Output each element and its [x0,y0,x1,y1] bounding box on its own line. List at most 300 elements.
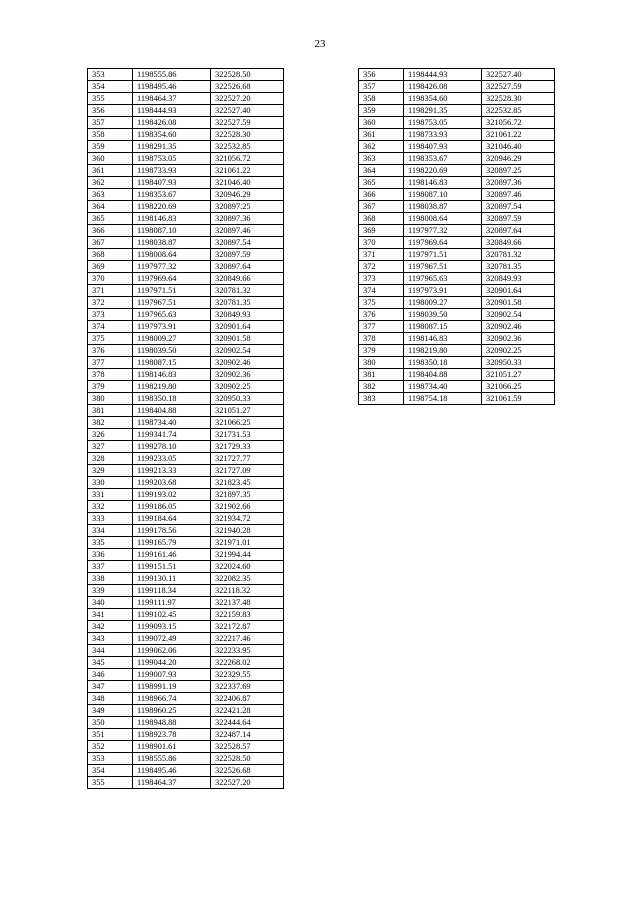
point-number-cell: 372 [359,261,404,273]
table-row [359,321,555,333]
x-coordinate-cell: 1197971.51 [133,285,211,297]
y-coordinate-cell: 322527.59 [211,117,284,129]
x-coordinate-cell: 1198353.67 [133,189,211,201]
y-coordinate-cell: 322527.59 [482,81,555,93]
table-row [359,237,555,249]
point-number-cell: 357 [88,117,133,129]
table-row [88,453,284,465]
table-row [88,369,284,381]
y-coordinate-cell: 320902.54 [482,309,555,321]
table-row [359,249,555,261]
coordinates-table-right-body [359,69,555,405]
point-number-cell: 369 [359,225,404,237]
x-coordinate-cell: 1198087.15 [133,357,211,369]
point-number-cell: 358 [359,93,404,105]
table-row [88,321,284,333]
point-number-cell: 366 [88,225,133,237]
y-coordinate-cell: 320946.29 [482,153,555,165]
point-number-cell: 368 [88,249,133,261]
point-number-cell: 367 [359,201,404,213]
y-coordinate-cell: 322526.68 [211,81,284,93]
table-row [88,141,284,153]
point-number-cell: 373 [88,309,133,321]
x-coordinate-cell: 1198404.88 [404,369,482,381]
table-row [88,345,284,357]
point-number-cell: 356 [359,69,404,81]
x-coordinate-cell: 1199130.11 [133,573,211,585]
point-number-cell: 381 [88,405,133,417]
point-number-cell: 353 [88,753,133,765]
y-coordinate-cell: 321731.53 [211,429,284,441]
point-number-cell: 355 [88,93,133,105]
table-row [88,225,284,237]
point-number-cell: 378 [88,369,133,381]
y-coordinate-cell: 320849.66 [211,273,284,285]
x-coordinate-cell: 1198038.87 [404,201,482,213]
table-row [88,105,284,117]
point-number-cell: 340 [88,597,133,609]
x-coordinate-cell: 1198350.18 [133,393,211,405]
x-coordinate-cell: 1198733.93 [133,165,211,177]
table-row [88,129,284,141]
point-number-cell: 335 [88,537,133,549]
y-coordinate-cell: 321729.33 [211,441,284,453]
y-coordinate-cell: 321897.35 [211,489,284,501]
y-coordinate-cell: 321056.72 [211,153,284,165]
x-coordinate-cell: 1198087.10 [404,189,482,201]
table-row [88,69,284,81]
point-number-cell: 375 [88,333,133,345]
point-number-cell: 327 [88,441,133,453]
y-coordinate-cell: 322527.20 [211,777,284,789]
x-coordinate-cell: 1197971.51 [404,249,482,261]
point-number-cell: 361 [88,165,133,177]
x-coordinate-cell: 1198407.93 [133,177,211,189]
table-row [88,201,284,213]
table-row [359,381,555,393]
point-number-cell: 380 [88,393,133,405]
y-coordinate-cell: 320897.59 [482,213,555,225]
x-coordinate-cell: 1198219.80 [133,381,211,393]
point-number-cell: 343 [88,633,133,645]
y-coordinate-cell: 321934.72 [211,513,284,525]
y-coordinate-cell: 322528.50 [211,69,284,81]
point-number-cell: 371 [359,249,404,261]
x-coordinate-cell: 1199184.64 [133,513,211,525]
table-row [88,297,284,309]
table-row [359,177,555,189]
table-row [88,549,284,561]
y-coordinate-cell: 320849.93 [211,309,284,321]
y-coordinate-cell: 320902.46 [482,321,555,333]
x-coordinate-cell: 1198444.93 [404,69,482,81]
y-coordinate-cell: 320781.35 [482,261,555,273]
y-coordinate-cell: 321727.09 [211,465,284,477]
y-coordinate-cell: 322444.64 [211,717,284,729]
x-coordinate-cell: 1198555.86 [133,69,211,81]
table-row [88,405,284,417]
point-number-cell: 345 [88,657,133,669]
point-number-cell: 344 [88,645,133,657]
table-row [88,585,284,597]
y-coordinate-cell: 320901.64 [482,285,555,297]
x-coordinate-cell: 1198404.88 [133,405,211,417]
y-coordinate-cell: 320901.64 [211,321,284,333]
point-number-cell: 332 [88,501,133,513]
table-row [359,93,555,105]
table-row [359,129,555,141]
table-row [88,261,284,273]
table-row [88,249,284,261]
point-number-cell: 362 [88,177,133,189]
x-coordinate-cell: 1197973.91 [133,321,211,333]
y-coordinate-cell: 322532.85 [482,105,555,117]
y-coordinate-cell: 321940.28 [211,525,284,537]
coordinates-table-right [358,68,555,405]
point-number-cell: 358 [88,129,133,141]
y-coordinate-cell: 322337.69 [211,681,284,693]
x-coordinate-cell: 1199007.93 [133,669,211,681]
table-row [359,141,555,153]
point-number-cell: 341 [88,609,133,621]
table-row [359,153,555,165]
point-number-cell: 382 [88,417,133,429]
y-coordinate-cell: 320897.59 [211,249,284,261]
x-coordinate-cell: 1199233.05 [133,453,211,465]
x-coordinate-cell: 1198008.64 [133,249,211,261]
y-coordinate-cell: 320897.54 [482,201,555,213]
table-row [88,177,284,189]
point-number-cell: 347 [88,681,133,693]
x-coordinate-cell: 1198039.50 [404,309,482,321]
y-coordinate-cell: 321046.40 [482,141,555,153]
table-row [88,765,284,777]
y-coordinate-cell: 321046.40 [211,177,284,189]
coordinates-table-left-body [88,69,284,789]
table-row [359,105,555,117]
table-row [88,645,284,657]
x-coordinate-cell: 1198354.60 [133,129,211,141]
y-coordinate-cell: 320902.54 [211,345,284,357]
y-coordinate-cell: 322527.40 [211,105,284,117]
table-row [88,117,284,129]
table-row [359,297,555,309]
y-coordinate-cell: 320897.25 [482,165,555,177]
point-number-cell: 381 [359,369,404,381]
y-coordinate-cell: 320897.64 [211,261,284,273]
point-number-cell: 354 [88,765,133,777]
x-coordinate-cell: 1199062.06 [133,645,211,657]
table-row [88,609,284,621]
y-coordinate-cell: 320897.64 [482,225,555,237]
point-number-cell: 330 [88,477,133,489]
table-row [88,597,284,609]
table-row [359,81,555,93]
x-coordinate-cell: 1198923.78 [133,729,211,741]
table-row [359,369,555,381]
y-coordinate-cell: 322217.46 [211,633,284,645]
x-coordinate-cell: 1198734.40 [404,381,482,393]
table-row [88,477,284,489]
y-coordinate-cell: 322527.20 [211,93,284,105]
x-coordinate-cell: 1198495.46 [133,81,211,93]
y-coordinate-cell: 320902.36 [482,333,555,345]
y-coordinate-cell: 320897.46 [482,189,555,201]
x-coordinate-cell: 1199178.56 [133,525,211,537]
table-row [359,333,555,345]
point-number-cell: 368 [359,213,404,225]
table-row [359,261,555,273]
point-number-cell: 365 [359,177,404,189]
table-row [359,345,555,357]
x-coordinate-cell: 1199102.45 [133,609,211,621]
y-coordinate-cell: 320781.32 [482,249,555,261]
table-row [88,681,284,693]
y-coordinate-cell: 320902.25 [482,345,555,357]
table-row [88,729,284,741]
point-number-cell: 352 [88,741,133,753]
y-coordinate-cell: 320950.33 [482,357,555,369]
point-number-cell: 349 [88,705,133,717]
table-row [88,741,284,753]
table-row [88,537,284,549]
table-row [359,201,555,213]
x-coordinate-cell: 1198901.61 [133,741,211,753]
table-row [88,777,284,789]
x-coordinate-cell: 1199111.97 [133,597,211,609]
y-coordinate-cell: 320902.25 [211,381,284,393]
y-coordinate-cell: 322421.28 [211,705,284,717]
table-row [88,705,284,717]
point-number-cell: 339 [88,585,133,597]
table-row [88,189,284,201]
coordinates-table-left [87,68,284,789]
point-number-cell: 331 [88,489,133,501]
table-row [359,309,555,321]
y-coordinate-cell: 322528.57 [211,741,284,753]
point-number-cell: 382 [359,381,404,393]
y-coordinate-cell: 322329.55 [211,669,284,681]
table-row [88,501,284,513]
y-coordinate-cell: 322527.40 [482,69,555,81]
x-coordinate-cell: 1198754.18 [404,393,482,405]
x-coordinate-cell: 1198291.35 [133,141,211,153]
x-coordinate-cell: 1198733.93 [404,129,482,141]
point-number-cell: 375 [359,297,404,309]
x-coordinate-cell: 1198948.88 [133,717,211,729]
x-coordinate-cell: 1198353.67 [404,153,482,165]
point-number-cell: 363 [359,153,404,165]
table-row [359,189,555,201]
point-number-cell: 374 [359,285,404,297]
x-coordinate-cell: 1198555.86 [133,753,211,765]
x-coordinate-cell: 1198495.46 [133,765,211,777]
table-row [359,117,555,129]
table-row [88,717,284,729]
x-coordinate-cell: 1198991.19 [133,681,211,693]
x-coordinate-cell: 1197967.51 [133,297,211,309]
table-row [359,273,555,285]
y-coordinate-cell: 321823.45 [211,477,284,489]
table-row [88,657,284,669]
y-coordinate-cell: 321066.25 [482,381,555,393]
y-coordinate-cell: 322024.60 [211,561,284,573]
table-row [88,429,284,441]
x-coordinate-cell: 1197965.63 [404,273,482,285]
y-coordinate-cell: 322406.87 [211,693,284,705]
point-number-cell: 338 [88,573,133,585]
x-coordinate-cell: 1197965.63 [133,309,211,321]
point-number-cell: 337 [88,561,133,573]
point-number-cell: 361 [359,129,404,141]
y-coordinate-cell: 321061.22 [482,129,555,141]
x-coordinate-cell: 1198734.40 [133,417,211,429]
x-coordinate-cell: 1198464.37 [133,777,211,789]
point-number-cell: 364 [359,165,404,177]
y-coordinate-cell: 321727.77 [211,453,284,465]
table-row [88,381,284,393]
point-number-cell: 374 [88,321,133,333]
point-number-cell: 346 [88,669,133,681]
x-coordinate-cell: 1198146.83 [404,333,482,345]
x-coordinate-cell: 1199193.02 [133,489,211,501]
table-row [88,561,284,573]
table-row [359,165,555,177]
x-coordinate-cell: 1199044.20 [133,657,211,669]
x-coordinate-cell: 1198354.60 [404,93,482,105]
y-coordinate-cell: 322528.50 [211,753,284,765]
point-number-cell: 370 [359,237,404,249]
point-number-cell: 360 [88,153,133,165]
y-coordinate-cell: 320897.36 [482,177,555,189]
x-coordinate-cell: 1199341.74 [133,429,211,441]
point-number-cell: 364 [88,201,133,213]
y-coordinate-cell: 322532.85 [211,141,284,153]
x-coordinate-cell: 1198146.83 [404,177,482,189]
x-coordinate-cell: 1198146.83 [133,369,211,381]
point-number-cell: 379 [88,381,133,393]
x-coordinate-cell: 1197967.51 [404,261,482,273]
y-coordinate-cell: 322268.02 [211,657,284,669]
table-row [88,669,284,681]
x-coordinate-cell: 1197977.32 [133,261,211,273]
y-coordinate-cell: 321971.01 [211,537,284,549]
x-coordinate-cell: 1198146.83 [133,213,211,225]
point-number-cell: 365 [88,213,133,225]
x-coordinate-cell: 1199151.51 [133,561,211,573]
x-coordinate-cell: 1199093.15 [133,621,211,633]
x-coordinate-cell: 1198426.08 [404,81,482,93]
x-coordinate-cell: 1197973.91 [404,285,482,297]
table-row [88,165,284,177]
point-number-cell: 370 [88,273,133,285]
y-coordinate-cell: 322487.14 [211,729,284,741]
point-number-cell: 350 [88,717,133,729]
x-coordinate-cell: 1199165.79 [133,537,211,549]
y-coordinate-cell: 321051.27 [211,405,284,417]
table-row [88,309,284,321]
point-number-cell: 354 [88,81,133,93]
point-number-cell: 369 [88,261,133,273]
point-number-cell: 367 [88,237,133,249]
point-number-cell: 380 [359,357,404,369]
y-coordinate-cell: 322159.83 [211,609,284,621]
table-row [88,153,284,165]
y-coordinate-cell: 322137.48 [211,597,284,609]
point-number-cell: 333 [88,513,133,525]
point-number-cell: 336 [88,549,133,561]
table-row [88,513,284,525]
table-row [359,225,555,237]
point-number-cell: 351 [88,729,133,741]
x-coordinate-cell: 1199118.34 [133,585,211,597]
x-coordinate-cell: 1199161.46 [133,549,211,561]
point-number-cell: 373 [359,273,404,285]
table-row [88,285,284,297]
point-number-cell: 378 [359,333,404,345]
y-coordinate-cell: 321061.22 [211,165,284,177]
point-number-cell: 379 [359,345,404,357]
table-row [359,357,555,369]
table-row [88,81,284,93]
x-coordinate-cell: 1198220.69 [404,165,482,177]
table-row [359,285,555,297]
y-coordinate-cell: 320950.33 [211,393,284,405]
table-row [88,273,284,285]
point-number-cell: 376 [359,309,404,321]
x-coordinate-cell: 1198426.08 [133,117,211,129]
table-row [88,693,284,705]
x-coordinate-cell: 1198009.27 [404,297,482,309]
x-coordinate-cell: 1199186.05 [133,501,211,513]
table-row [359,393,555,405]
y-coordinate-cell: 320902.36 [211,369,284,381]
x-coordinate-cell: 1197969.64 [404,237,482,249]
x-coordinate-cell: 1198291.35 [404,105,482,117]
y-coordinate-cell: 320902.46 [211,357,284,369]
y-coordinate-cell: 320849.66 [482,237,555,249]
point-number-cell: 355 [88,777,133,789]
y-coordinate-cell: 322528.30 [482,93,555,105]
x-coordinate-cell: 1199213.33 [133,465,211,477]
x-coordinate-cell: 1198219.80 [404,345,482,357]
y-coordinate-cell: 320781.32 [211,285,284,297]
table-row [88,621,284,633]
x-coordinate-cell: 1199278.10 [133,441,211,453]
y-coordinate-cell: 322172.87 [211,621,284,633]
y-coordinate-cell: 322526.68 [211,765,284,777]
y-coordinate-cell: 320897.25 [211,201,284,213]
y-coordinate-cell: 321994.44 [211,549,284,561]
x-coordinate-cell: 1198350.18 [404,357,482,369]
table-row [88,465,284,477]
y-coordinate-cell: 320897.46 [211,225,284,237]
y-coordinate-cell: 320849.93 [482,273,555,285]
point-number-cell: 334 [88,525,133,537]
x-coordinate-cell: 1197969.64 [133,273,211,285]
point-number-cell: 372 [88,297,133,309]
x-coordinate-cell: 1198038.87 [133,237,211,249]
point-number-cell: 371 [88,285,133,297]
point-number-cell: 348 [88,693,133,705]
x-coordinate-cell: 1198444.93 [133,105,211,117]
table-row [88,573,284,585]
point-number-cell: 357 [359,81,404,93]
x-coordinate-cell: 1199072.49 [133,633,211,645]
x-coordinate-cell: 1198753.05 [133,153,211,165]
x-coordinate-cell: 1198960.25 [133,705,211,717]
table-row [88,633,284,645]
